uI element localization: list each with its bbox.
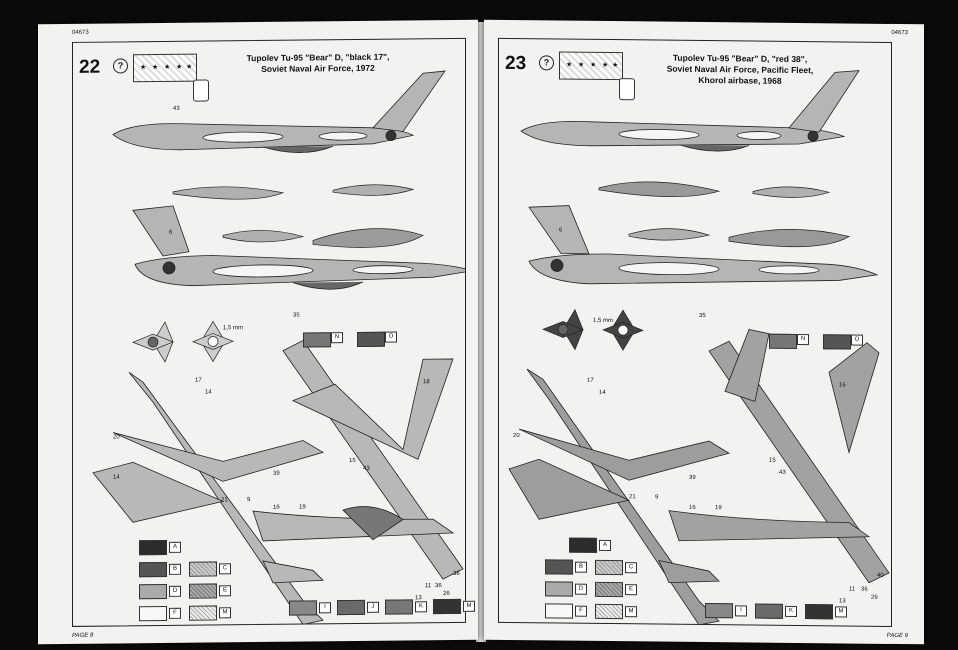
svg-text:16: 16 <box>273 504 280 511</box>
color-swatch <box>805 604 833 619</box>
legend-swatch-e <box>189 583 217 598</box>
instruction-frame: 22 ? ★ ★ ★ ★ ★ Tupolev Tu-95 "Bear" D, "black 17", Soviet Naval Air Force, 1972 43 17 14 20 14 21 9 39 16 19 15 43 13 11 36 26 38 18 6 35 1,5 mm N O A B C D E F M I J K M <box>72 38 466 627</box>
svg-text:11: 11 <box>425 583 432 590</box>
svg-text:36: 36 <box>435 583 442 590</box>
legend-swatch-e <box>595 582 623 597</box>
svg-text:40: 40 <box>877 572 884 579</box>
catalog-code: 04673 <box>891 29 908 37</box>
svg-text:14: 14 <box>599 389 606 396</box>
svg-text:35: 35 <box>293 312 300 319</box>
left-page <box>38 20 478 645</box>
svg-text:14: 14 <box>205 389 212 396</box>
step-number: 22 <box>79 56 101 78</box>
svg-text:1,5 mm: 1,5 mm <box>593 317 614 325</box>
color-swatch <box>357 332 385 347</box>
color-swatch <box>433 599 461 614</box>
svg-text:9: 9 <box>247 497 251 504</box>
side-view-top <box>113 71 445 154</box>
svg-text:6: 6 <box>559 227 563 234</box>
aircraft-drawings <box>73 39 465 626</box>
engine-nacelles <box>173 184 423 249</box>
svg-text:1,5 mm: 1,5 mm <box>223 325 244 332</box>
color-swatch <box>289 600 317 615</box>
svg-text:11: 11 <box>849 586 856 593</box>
page-footer: PAGE 9 <box>886 632 908 640</box>
swatch-label: N <box>331 332 343 343</box>
color-swatch <box>769 334 797 349</box>
legend-swatch-f <box>139 606 167 621</box>
svg-text:36: 36 <box>861 586 868 593</box>
side-view-top <box>521 67 859 153</box>
legend-swatch-c <box>189 561 217 576</box>
legend-swatch-m <box>595 604 623 619</box>
help-icon: ? <box>113 58 128 73</box>
color-swatch <box>755 604 783 619</box>
svg-text:43: 43 <box>173 105 180 112</box>
svg-text:14: 14 <box>113 474 120 481</box>
color-swatch <box>705 603 733 618</box>
svg-text:9: 9 <box>655 494 659 501</box>
svg-text:19: 19 <box>715 505 722 512</box>
svg-text:16: 16 <box>839 382 846 389</box>
svg-text:39: 39 <box>689 474 696 481</box>
legend-swatch-f <box>545 603 573 618</box>
legend-swatch-a <box>139 540 167 555</box>
svg-text:17: 17 <box>587 377 594 384</box>
svg-text:15: 15 <box>769 457 776 464</box>
side-view-bottom <box>133 203 465 292</box>
catalog-code: 04673 <box>72 29 89 36</box>
color-legend: A B C D E F M <box>499 39 891 43</box>
svg-text:21: 21 <box>629 494 636 501</box>
svg-text:13: 13 <box>415 595 422 602</box>
legend-swatch-m <box>189 605 217 620</box>
legend-swatch-d <box>545 581 573 596</box>
color-swatch <box>823 334 851 349</box>
color-legend: A B C D E F M <box>73 39 465 43</box>
legend-swatch-a <box>569 538 597 553</box>
propeller-diagrams <box>133 321 233 362</box>
side-view-bottom <box>529 205 877 287</box>
svg-text:16: 16 <box>689 504 696 511</box>
svg-text:20: 20 <box>113 434 120 441</box>
svg-text:13: 13 <box>839 598 846 605</box>
scheme-title: Tupolev Tu-95 "Bear" D, "red 38", Soviet Naval Air Force, Pacific Fleet, Khorol airbase, 1968 <box>666 52 814 86</box>
legend-swatch-b <box>545 559 573 574</box>
right-page <box>484 20 924 645</box>
color-swatch <box>337 600 365 615</box>
svg-text:17: 17 <box>195 377 202 384</box>
instruction-frame: 23 ? ★ ★ ★ ★ ★ Tupolev Tu-95 "Bear" D, "red 38", Soviet Naval Air Force, Pacific Fleet, Khorol airbase, 1968 17 14 20 21 9 39 16 19 15 43 13 11 36 26 40 16 6 35 1,5 mm N O A B C D E F M I K M <box>498 38 892 627</box>
page-footer: PAGE 8 <box>72 632 94 639</box>
svg-text:39: 39 <box>273 470 280 477</box>
aircraft-drawings <box>499 39 891 626</box>
svg-text:38: 38 <box>453 570 460 577</box>
svg-text:18: 18 <box>423 379 430 386</box>
swatch-label: O <box>385 332 397 343</box>
color-swatch <box>303 332 331 347</box>
svg-text:15: 15 <box>349 457 356 465</box>
svg-text:6: 6 <box>169 229 173 236</box>
propeller-diagrams <box>543 309 643 350</box>
svg-text:20: 20 <box>513 432 520 440</box>
step-number: 23 <box>505 52 527 75</box>
legend-swatch-c <box>595 560 623 575</box>
svg-text:43: 43 <box>363 465 370 472</box>
svg-text:26: 26 <box>443 590 450 598</box>
decal-sheet-icon: ★ ★ ★ ★ ★ <box>133 54 197 83</box>
svg-text:21: 21 <box>221 497 228 504</box>
color-swatch <box>385 599 413 614</box>
svg-text:35: 35 <box>699 312 706 320</box>
svg-text:19: 19 <box>299 504 306 511</box>
svg-text:43: 43 <box>779 469 786 476</box>
help-icon: ? <box>539 55 554 70</box>
decal-sheet-icon: ★ ★ ★ ★ ★ <box>559 51 623 80</box>
legend-swatch-b <box>139 562 167 577</box>
svg-text:26: 26 <box>871 594 878 601</box>
legend-swatch-d <box>139 584 167 599</box>
engine-nacelles <box>599 181 849 247</box>
scheme-title: Tupolev Tu-95 "Bear" D, "black 17", Soviet Naval Air Force, 1972 <box>246 51 390 74</box>
